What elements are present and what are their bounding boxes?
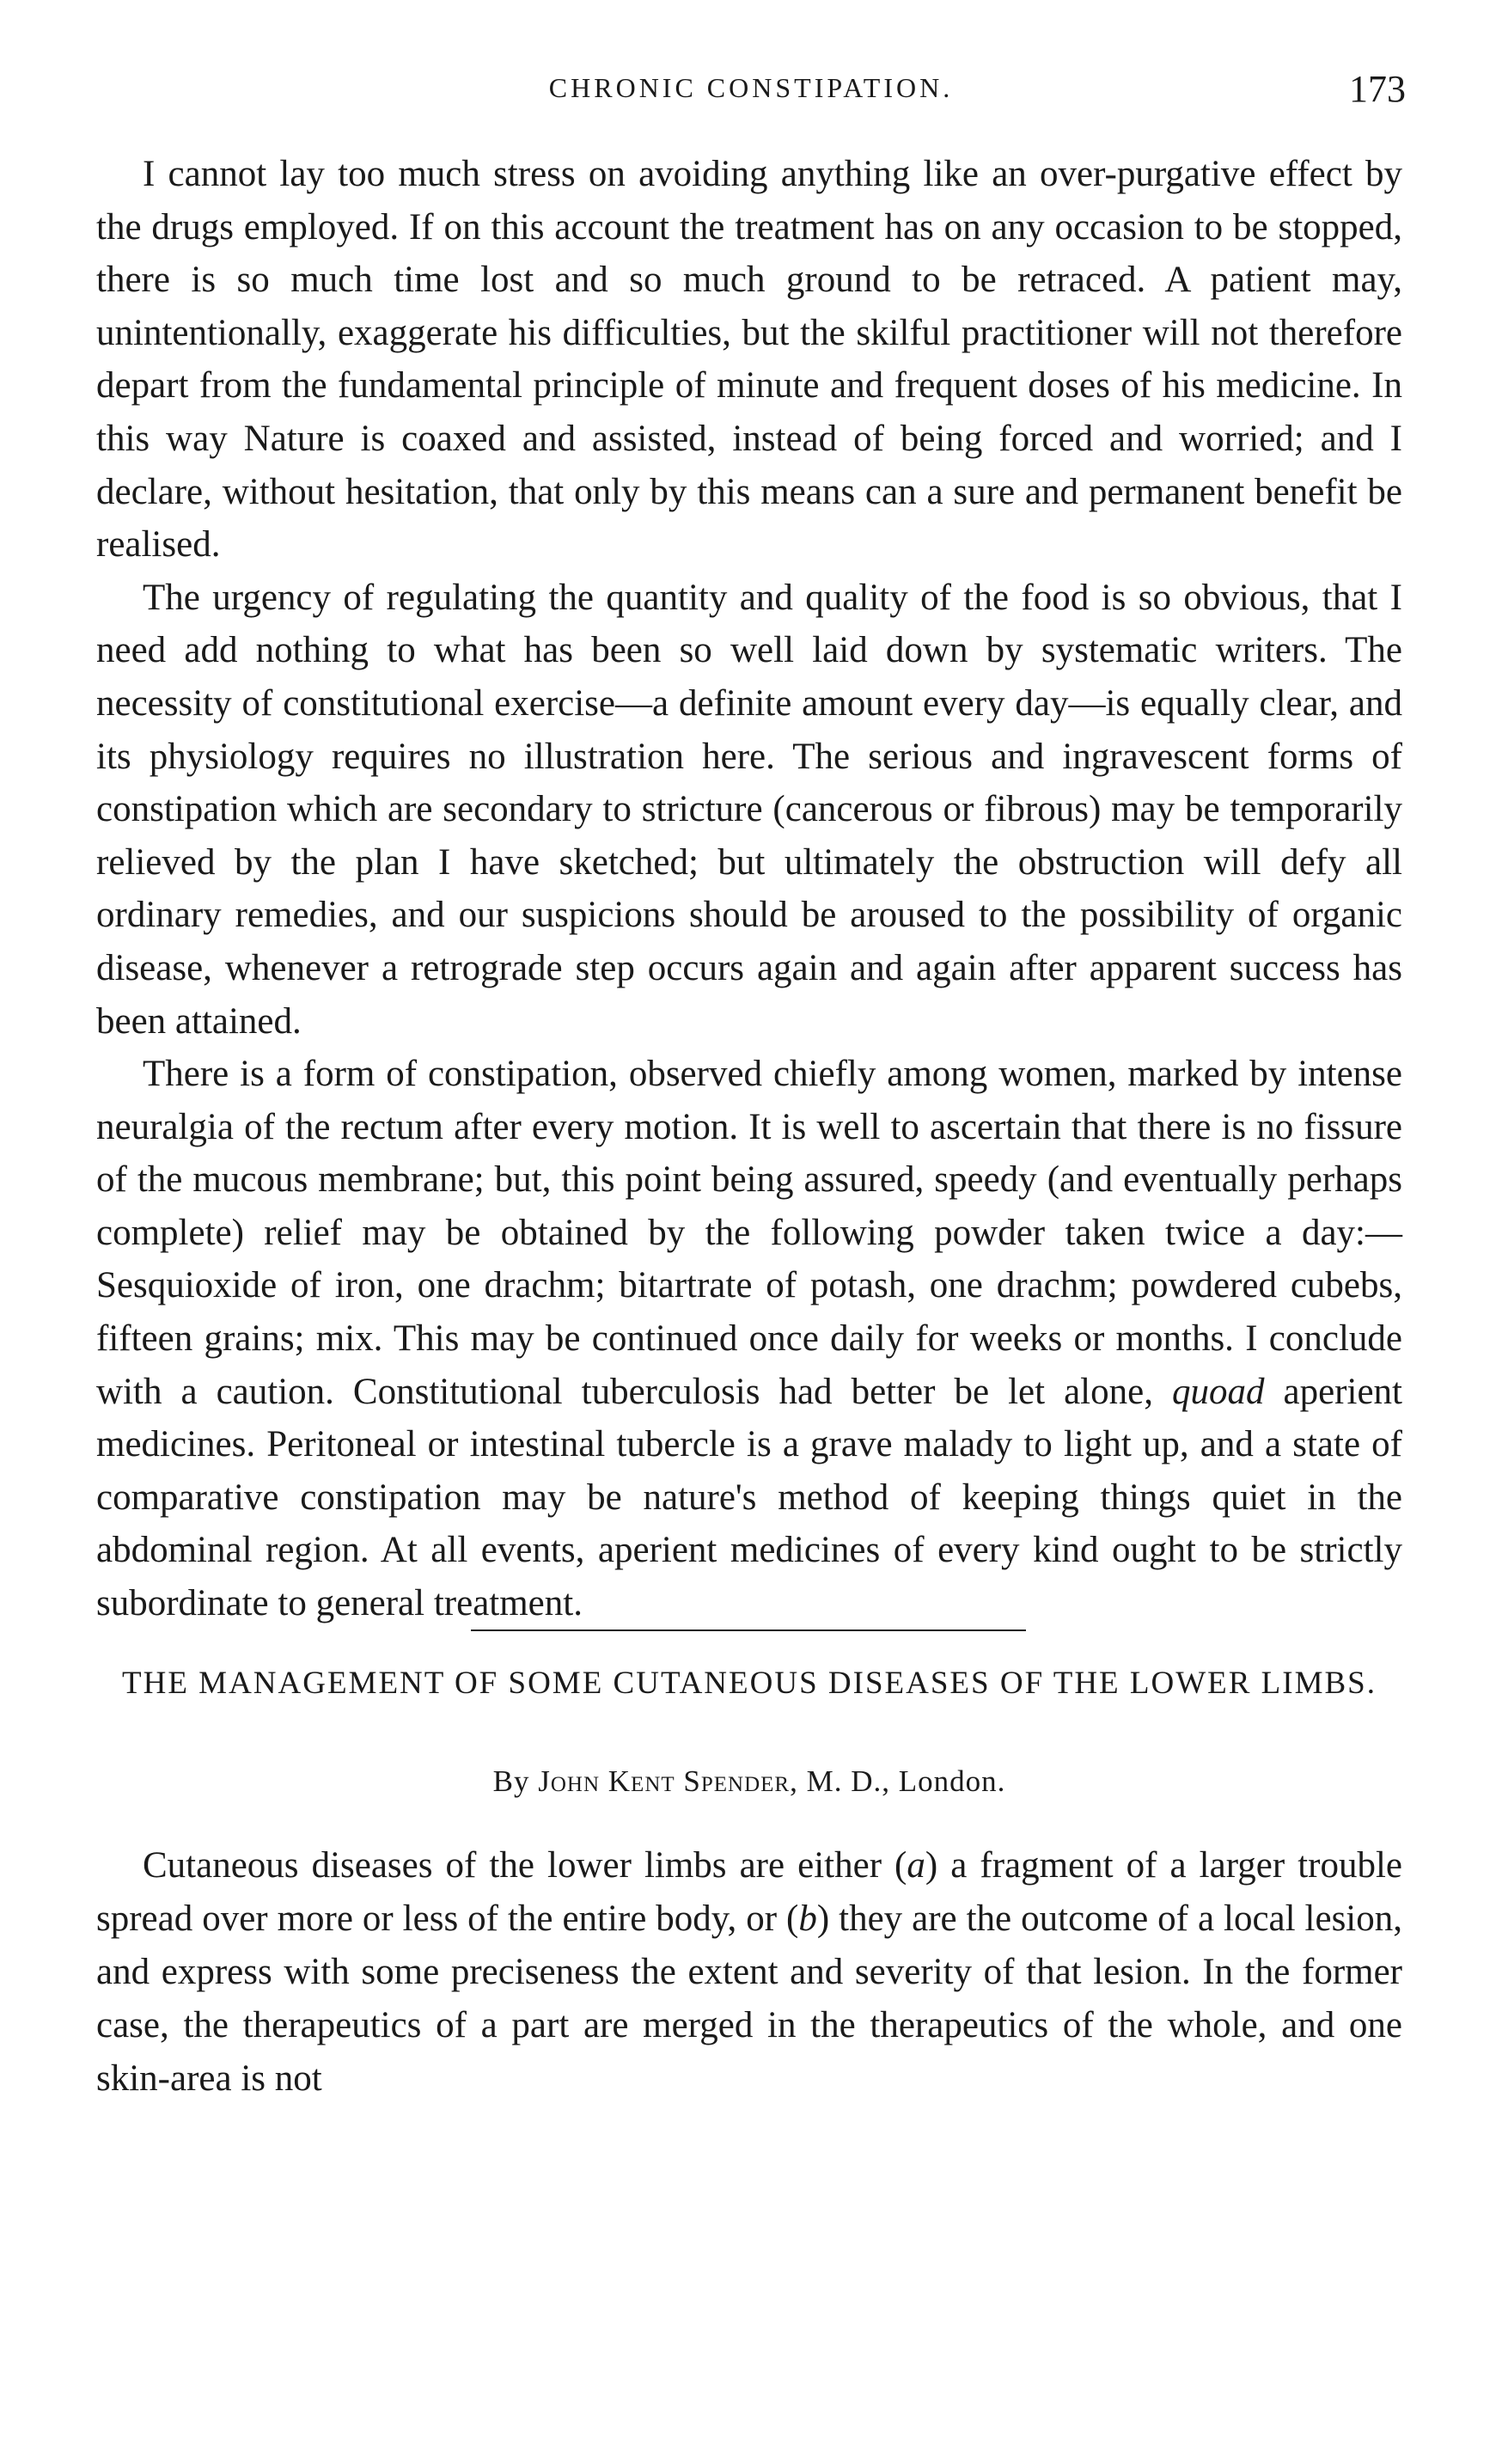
article-byline	[96, 1764, 1402, 1799]
running-head	[0, 67, 1502, 119]
section-divider	[471, 1629, 1026, 1631]
enum-a: a	[907, 1845, 925, 1886]
article-text-a: Cutaneous diseases of the lower limbs are either (	[143, 1845, 907, 1886]
paragraph-2: The urgency of regulating the quantity and quality of the food is so obvious, that I need add nothing to what has been so well laid down by systematic writers. The necessity of constitutional exercise—a definite amount every day—is equally clear, and its physiology requires no illustration here. The serious and ingravescent forms of constipation which are secondary to stricture (cancerous or fibrous) may be temporarily relieved by the plan I have sketched; but ultimately the obstruction will defy all ordinary remedies, and our suspicions should be aroused to the possibility of organic disease, whenever a retrograde step occurs again and again after apparent success has been attained.	[96, 577, 1402, 1042]
paragraph-3	[96, 1048, 1402, 1630]
enum-b: b	[798, 1898, 817, 1939]
author-name: John Kent Spender	[538, 1764, 791, 1798]
article-title: THE MANAGEMENT OF SOME CUTANEOUS DISEASES OF THE LOWER LIMBS.	[122, 1666, 1377, 1701]
article-body	[96, 1839, 1402, 2106]
article-paragraph-1	[96, 1839, 1402, 2106]
italic-quoad: quoad	[1171, 1371, 1265, 1412]
paragraph-3-text-b: aperient medicines. Peritoneal or intestinal tubercle is a grave malady to light up, and a state of comparative constipation may be nature's method of keeping things quiet in the abdominal region. At all events, aperient medicines of every kind ought to be strictly subordinate to general treatment.	[96, 1371, 1402, 1624]
byline-prefix: By	[492, 1764, 530, 1798]
paragraph-1: I cannot lay too much stress on avoiding anything like an over-purgative effect by the drugs employed. If on this account the treatment has on any occasion to be stopped, there is so much time lost and so much ground to be retraced. A patient may, unintentionally, exaggerate his difficulties, but the skilful practitioner will not therefore depart from the fundamental principle of minute and frequent doses of his medicine. In this way Nature is coaxed and assisted, instead of being forced and worried; and I declare, without hesitation, that only by this means can a sure and permanent benefit be realised.	[96, 154, 1402, 566]
chapter-body	[96, 148, 1402, 1630]
running-title: CHRONIC CONSTIPATION.	[548, 72, 954, 103]
article-text-c: ) they are the outcome of a local lesion, and express with some preciseness the extent and severity of that lesion. In the former case, the therapeutics of a part are merged in the therapeutics of the whole, and one skin-area is not	[96, 1898, 1403, 2099]
page-number: 173	[1349, 68, 1406, 110]
article-text-b: ) a fragment of a larger trouble spread over more or less of the entire body, or (	[96, 1845, 1402, 1939]
byline-suffix: , M. D., London.	[790, 1764, 1006, 1798]
paragraph-3-text-a: There is a form of constipation, observed chiefly among women, marked by intense neuralgia of the rectum after every motion. It is well to ascertain that there is no fissure of the mucous membrane; but, this point being assured, speedy (and eventually perhaps complete) relief may be obtained by the following powder taken twice a day:—Sesquioxide of iron, one drachm; bitartrate of potash, one drachm; powdered cubebs, fifteen grains; mix. This may be continued once daily for weeks or months. I conclude with a caution. Constitutional tuberculosis had better be let alone,	[96, 1054, 1402, 1412]
